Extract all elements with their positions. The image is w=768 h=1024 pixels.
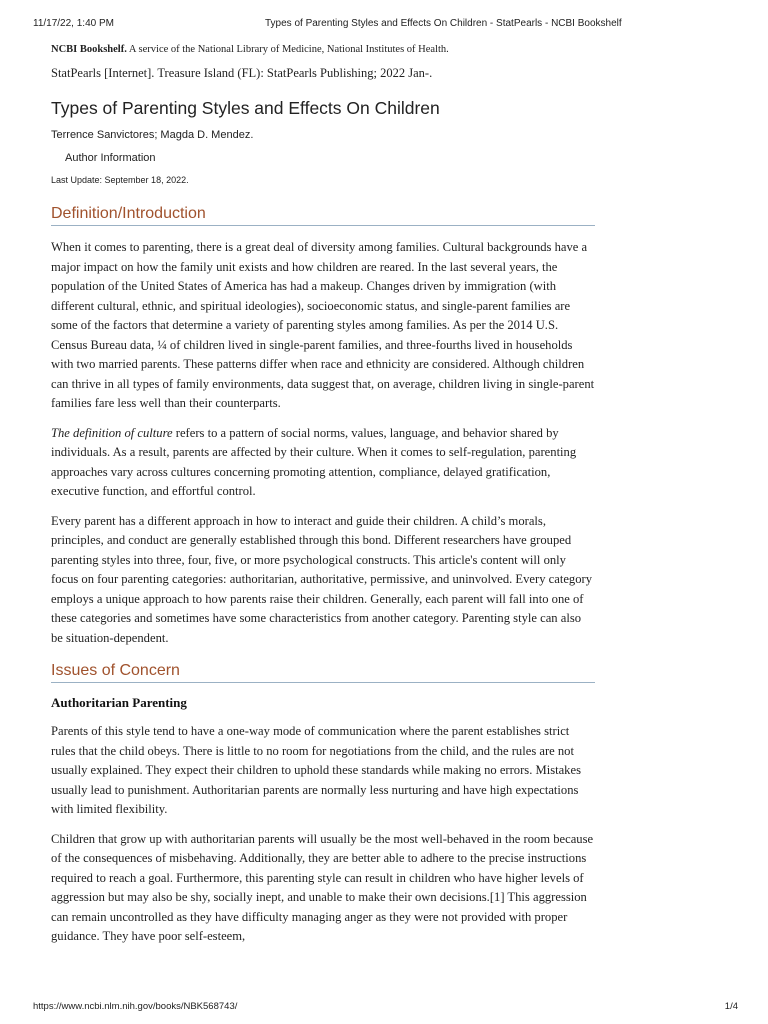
ncbi-bookshelf-label: NCBI Bookshelf.	[51, 44, 127, 55]
ncbi-notice	[51, 44, 595, 55]
article-authors: Terrence Sanvictores; Magda D. Mendez.	[51, 129, 254, 141]
intro-paragraph-2	[51, 424, 595, 502]
print-page-title: Types of Parenting Styles and Effects On Children - StatPearls - NCBI Bookshelf	[265, 18, 622, 29]
reference-link-1[interactable]: [1]	[489, 890, 505, 904]
print-datetime: 11/17/22, 1:40 PM	[33, 18, 114, 29]
print-url: https://www.ncbi.nlm.nih.gov/books/NBK568743/	[33, 1001, 238, 1012]
ncbi-service-text: A service of the National Library of Medicine, National Institutes of Health.	[126, 44, 449, 55]
intro-paragraph-3: Every parent has a different approach in how to interact and guide their children. A child’s morals, principles, and conduct are generally established through this bond. Different researchers have grouped parenting styles into three, four, five, or more psychological constructs. This article's content will only focus on four parenting categories: authoritarian, authoritative, permissive, and uninvolved. Every category employs a unique approach to how parents raise their children. Generally, each parent will fall into one of these categories and sometimes have some characteristics from another category. Parenting style can also be situation-dependent.	[51, 513, 593, 645]
article-content	[51, 44, 595, 957]
culture-definition-term: The definition of culture	[51, 425, 173, 440]
authoritarian-paragraph-2-text: Children that grow up with authoritarian parents will usually be the most well-behaved in the room because of the consequences of misbehaving. Additionally, they are better able to adhere to the precise instructions required to reach a goal. Furthermore, this parenting style can result in children who have higher levels of aggression but may also be shy, socially inept, and unable to make their own decisions.	[51, 831, 594, 904]
authoritarian-paragraph-2-continued: This aggression can remain uncontrolled as they have difficulty managing anger as they were not provided with proper guidance. They have poor self-esteem,	[51, 890, 587, 943]
intro-paragraph-1: When it comes to parenting, there is a great deal of diversity among families. Cultural backgrounds have a major impact on how the family unit exists and how children are reared. In the last several years, the population of the United States of America has had a makeup. Changes driven by immigration (with different cultural, ethnic, and spiritual ideologies), socioeconomic status, and single-parent families are some of the factors that determine a variety of parenting styles among families. As per the 2014 U.S. Census Bureau data, ¼ of children lived in single-parent families, and three-fourths lived in households with two married parents. These patterns differ when race and ethnicity are considered. Although children can thrive in all types of family environments, data suggest that, on average, children living in single-parent families fare less well than their counterparts.	[51, 240, 595, 410]
subheading-authoritarian: Authoritarian Parenting	[51, 695, 187, 710]
authoritarian-paragraph-1: Parents of this style tend to have a one-way mode of communication where the parent establishes strict rules that the child obeys. There is little to no room for negotiations from the child, and the rules are not usually explained. They expect their children to uphold these standards while making no errors. Mistakes usually lead to punishment. Authoritarian parents are normally less nurturing and have high expectations with limited flexibility.	[51, 724, 581, 816]
authoritarian-paragraph-2	[51, 830, 595, 947]
intro-paragraph-2-text: refers to a pattern of social norms, values, language, and behavior shared by individuals. As a result, parents are affected by their culture. When it comes to self-regulation, parenting approaches vary across cultures concerning promoting attention, compliance, delayed gratification, executive function, and effortful control.	[51, 425, 577, 498]
section-heading-introduction: Definition/Introduction	[51, 205, 595, 226]
article-title: Types of Parenting Styles and Effects On Children	[51, 98, 440, 118]
page-number: 1/4	[724, 1001, 738, 1012]
last-update: Last Update: September 18, 2022.	[51, 175, 189, 185]
book-citation: StatPearls [Internet]. Treasure Island (FL): StatPearls Publishing; 2022 Jan-.	[51, 66, 433, 80]
author-information-toggle[interactable]: Author Information	[65, 152, 156, 164]
section-heading-issues: Issues of Concern	[51, 662, 595, 683]
